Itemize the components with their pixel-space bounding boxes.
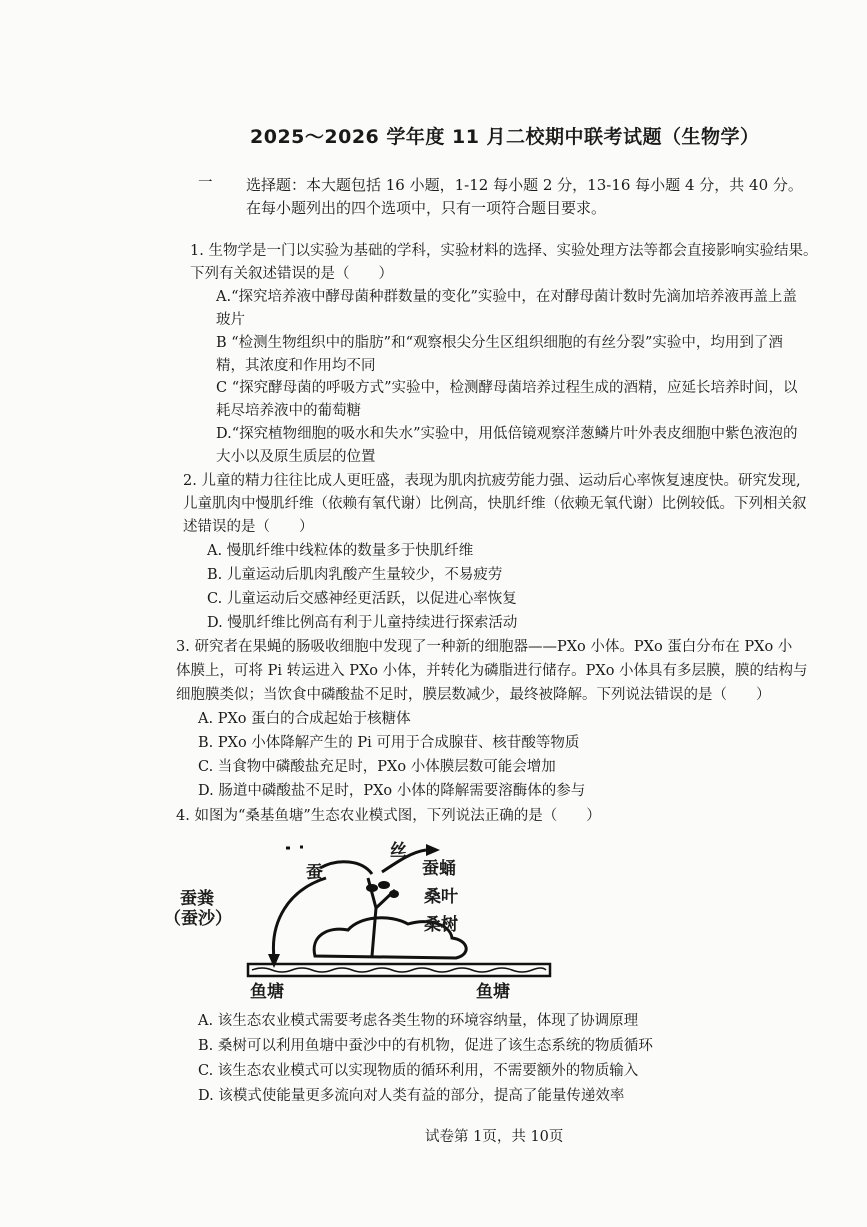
q3-option-b: B. PXo 小体降解产生的 Pi 可用于合成腺苷、核苷酸等物质 (198, 735, 580, 751)
q1-option-c-line-1: C “探究酵母菌的呼吸方式”实验中，检测酵母菌培养过程生成的酒精，应延长培养时间，以 (216, 380, 798, 396)
q2-option-b: B. 儿童运动后肌肉乳酸产生量较少，不易疲劳 (207, 567, 503, 583)
page-title: 2025～2026 学年度 11 月二校期中联考试题（生物学） (250, 126, 760, 148)
label-silkworm-feces: 蚕粪 (180, 889, 214, 909)
label-silkworm: 蚕 (306, 863, 323, 883)
q2-option-c: C. 儿童运动后交感神经更活跃，以促进心率恢复 (207, 591, 517, 607)
label-silkworm-sand: （蚕沙） (164, 909, 232, 929)
label-fishpond-right: 鱼塘 (476, 982, 510, 1002)
q4-option-a: A. 该生态农业模式需要考虑各类生物的环境容纳量，体现了协调原理 (198, 1013, 639, 1029)
q2-option-a: A. 慢肌纤维中线粒体的数量多于快肌纤维 (207, 543, 474, 559)
q3-stem-line-1: 3. 研究者在果蝇的肠吸收细胞中发现了一种新的细胞器——PXo 小体。PXo 蛋白分布在 PXo 小 (176, 639, 793, 655)
q3-stem-line-2: 体膜上，可将 Pi 转运进入 PXo 小体，并转化为磷脂进行储存。PXo 小体具有多层膜，膜的结构与 (176, 663, 808, 679)
q1-option-c-line-2: 耗尽培养液中的葡萄糖 (216, 403, 361, 419)
stray-marks-shape (286, 847, 303, 848)
q1-stem-line-2: 下列有关叙述错误的是（ ） (190, 266, 393, 282)
mulberry-fishpond-diagram (150, 838, 580, 1002)
leaf-shape (389, 890, 399, 898)
page-number: 试卷第 1页，共 10页 (425, 1129, 564, 1145)
q2-stem-line-3: 述错误的是（ ） (183, 519, 314, 535)
water-waves-shape (252, 968, 546, 972)
q1-stem-line-1: 1. 生物学是一门以实验为基础的学科，实验材料的选择、实验处理方法等都会直接影响实验结果。 (190, 243, 818, 259)
leaf-shape (378, 881, 390, 889)
q3-option-c: C. 当食物中磷酸盐充足时，PXo 小体膜层数可能会增加 (198, 759, 556, 775)
label-silk: 丝 (390, 841, 407, 861)
q1-option-d-line-1: D.“探究植物细胞的吸水和失水”实验中，用低倍镜观察洋葱鳞片叶外表皮细胞中紫色液泡的 (216, 426, 798, 442)
q4-option-c: C. 该生态农业模式可以实现物质的循环利用，不需要额外的物质输入 (198, 1063, 639, 1079)
q2-option-d: D. 慢肌纤维比例高有利于儿童持续进行探索活动 (207, 615, 518, 631)
q4-stem: 4. 如图为“桑基鱼塘”生态农业模式图，下列说法正确的是（ ） (176, 808, 601, 824)
section-line-1: 选择题：本大题包括 16 小题，1-12 每小题 2 分，13-16 每小题 4 分，共 40 分。 (246, 176, 803, 194)
section-line-2: 在每小题列出的四个选项中，只有一项符合题目要求。 (246, 199, 607, 217)
leaf-shape (366, 884, 378, 892)
label-pupa: 蚕蛹 (422, 859, 456, 879)
q1-option-b-line-2: 精，其浓度和作用均不同 (216, 358, 376, 374)
section-number: 一 (198, 175, 213, 191)
q4-option-b: B. 桑树可以利用鱼塘中蚕沙中的有机物，促进了该生态系统的物质循环 (198, 1038, 653, 1054)
q3-option-a: A. PXo 蛋白的合成起始于核糖体 (198, 711, 411, 727)
silkworm-shape (320, 862, 372, 874)
arrow-to-pond (273, 878, 326, 958)
q4-option-d: D. 该模式使能量更多流向对人类有益的部分，提高了能量传递效率 (198, 1088, 625, 1104)
q1-option-d-line-2: 大小以及原生质层的位置 (216, 449, 376, 465)
q1-option-a-line-2: 玻片 (216, 312, 245, 328)
q1-option-a-line-1: A.“探究培养液中酵母菌种群数量的变化”实验中，在对酵母菌计数时先滴加培养液再盖上盖 (216, 289, 797, 305)
label-mulberry-leaf: 桑叶 (424, 887, 458, 907)
label-mulberry-tree: 桑树 (424, 915, 458, 935)
q3-option-d: D. 肠道中磷酸盐不足时，PXo 小体的降解需要溶酶体的参与 (198, 783, 586, 799)
q1-option-b-line-1: B “检测生物组织中的脂肪”和“观察根尖分生区组织细胞的有丝分裂”实验中，均用到了酒 (216, 335, 783, 351)
q2-stem-line-1: 2. 儿童的精力往往比成人更旺盛，表现为肌肉抗疲劳能力强、运动后心率恢复速度快。研究发现, (183, 473, 801, 489)
q3-stem-line-3: 细胞膜类似；当饮食中磷酸盐不足时，膜层数减少，最终被降解。下列说法错误的是（ ） (176, 687, 771, 703)
label-fishpond-left: 鱼塘 (250, 982, 284, 1002)
q2-stem-line-2: 儿童肌肉中慢肌纤维（依赖有氧代谢）比例高，快肌纤维（依赖无氧代谢）比例较低。下列相关叙 (183, 496, 807, 512)
arrow-head-icon (268, 954, 280, 968)
